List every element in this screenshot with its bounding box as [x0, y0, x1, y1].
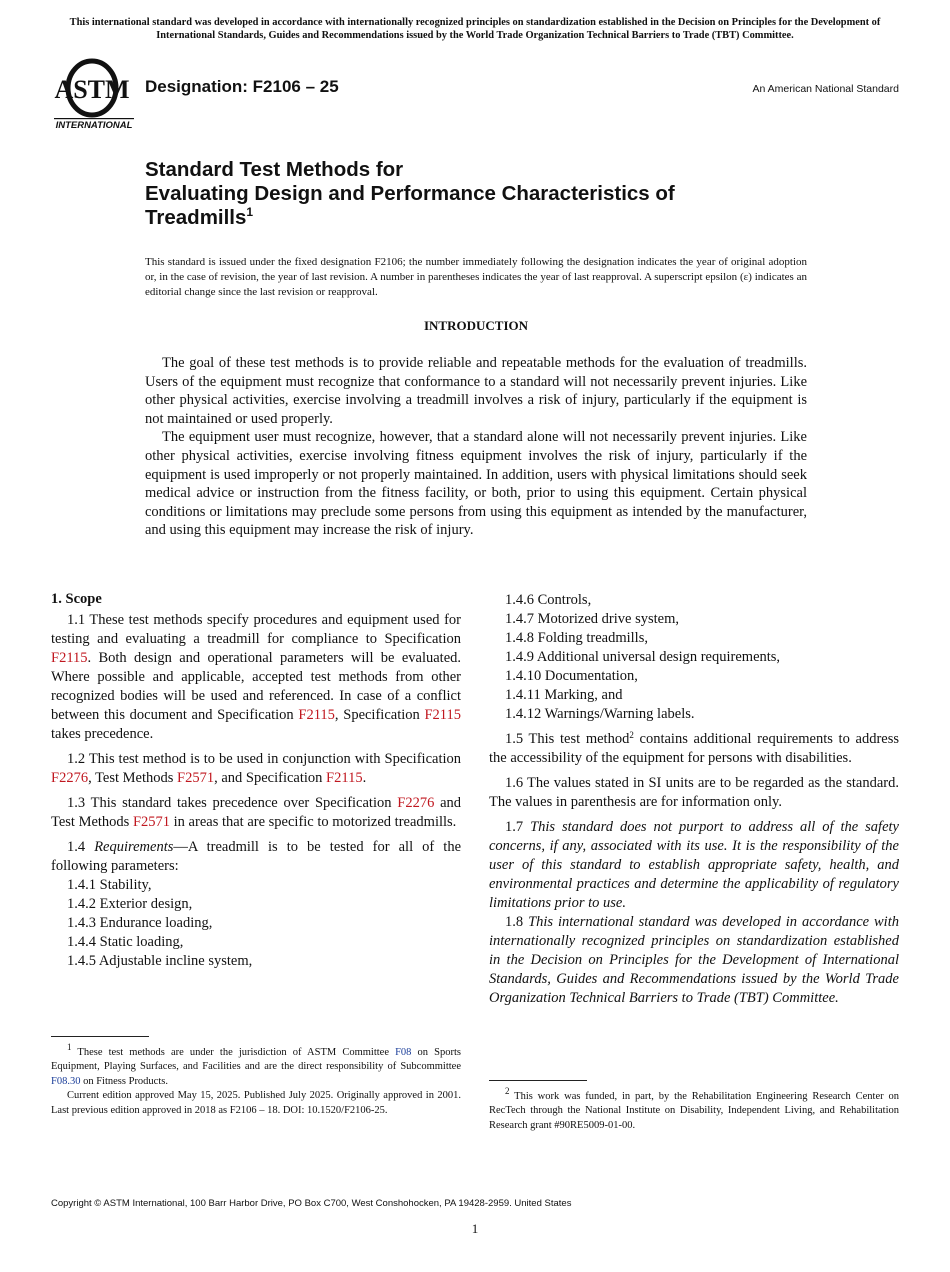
- paragraph-1-1: 1.1 These test methods specify procedures and equipment used for testing and evaluating a treadmill for compliance to Specification F2115. Both design and operational parameters will be evaluated. Where possible and applicable, accepted test methods from other recognized bodies will be used and referenced. In case of a conflict between this document and Specification F2115, Specification F2115 takes precedence.: [51, 612, 461, 742]
- list-item: 1.4.1 Stability,: [67, 877, 152, 893]
- footnote-2: $^2$ This work was funded, in part, by the Rehabilitation Engineering Research Center on RecTech through the National Institute on Disability, Independent Living, and Rehabilitation Research grant #90RE5009-01-00.: [489, 1086, 899, 1131]
- paragraph-1-8: 1.8 This international standard was developed in accordance with internationally recognized principles on standardization established in the Decision on Principles for the Development of International Standards, Guides and Recommendations issued by the World Trade Organization Technical Barriers to Trade (TBT) Committee.: [489, 914, 899, 1006]
- spec-link[interactable]: F2115: [298, 707, 335, 723]
- logo-subtext: INTERNATIONAL: [55, 120, 133, 131]
- page-title: [145, 158, 845, 230]
- paragraph-1-7: 1.7 This standard does not purport to address all of the safety concerns, if any, associated with its use. It is the responsibility of the user of this standard to establish appropriate safety, health, and environmental practices and determine the applicability of regulatory limitations prior to use.: [489, 819, 899, 911]
- left-column: [51, 590, 461, 971]
- issued-note: This standard is issued under the fixed designation F2106; the number immediately following the designation indicates the year of original adoption or, in the case of revision, the year of last revision. A number in parentheses indicates the year of last reapproval. A superscript epsilon (ε) indicates an editorial change since the last revision or reapproval.: [145, 256, 807, 299]
- list-item: 1.4.12 Warnings/Warning labels.: [505, 706, 695, 722]
- edition-note: Current edition approved May 15, 2025. Published July 2025. Originally approved in 2001. Last previous edition approved in 2018 as F2106 – 18. DOI: 10.1520/F2106-25.: [51, 1090, 461, 1116]
- paragraph-1-3: 1.3 This standard takes precedence over Specification F2276 and Test Methods F2571 in areas that are specific to motorized treadmills.: [51, 795, 462, 830]
- spec-link[interactable]: F2115: [326, 770, 363, 786]
- title-footnote-mark: 1: [246, 205, 254, 219]
- logo-text: ASTM: [54, 75, 130, 104]
- list-item: 1.4.10 Documentation,: [505, 668, 638, 684]
- introduction-heading: INTRODUCTION: [423, 318, 528, 333]
- spec-link[interactable]: F2115: [424, 707, 461, 723]
- list-item: 1.4.7 Motorized drive system,: [505, 611, 679, 627]
- list-item: 1.4.2 Exterior design,: [67, 896, 193, 912]
- subcommittee-link[interactable]: F08.30: [51, 1075, 81, 1087]
- page-number: 1: [471, 1221, 479, 1236]
- list-item: 1.4.11 Marking, and: [505, 687, 623, 703]
- introduction-paragraph: The equipment user must recognize, however, that a standard alone will not necessarily prevent injuries. Like other physical activities, exercise involving fitness equipment involves the risk of injury, particularly if the equipment is used improperly or not properly maintained. In addition, users with physical limitations should seek medical advice or instruction from the fitness facility, or both, prior to using this equipment. Certain physical conditions or limitations may preclude some persons from using this equipment as intended by the manufacturer, and using this equipment may increase the risk of injury.: [145, 429, 807, 539]
- list-item: 1.4.4 Static loading,: [67, 934, 184, 950]
- list-item: 1.4.6 Controls,: [505, 592, 592, 608]
- footnote-divider: [51, 1036, 149, 1037]
- spec-link[interactable]: F2115: [51, 650, 88, 666]
- spec-link[interactable]: F2276: [51, 770, 89, 786]
- copyright: Copyright © ASTM International, 100 Barr Harbor Drive, PO Box C700, West Conshohocken, PA 19428-2959. United States: [51, 1198, 572, 1209]
- national-standard-label: An American National Standard: [752, 83, 899, 95]
- introduction-paragraph: The goal of these test methods is to provide reliable and repeatable methods for the evaluation of treadmills. Users of the equipment must recognize that conformance to a standard will not necessarily prevent injuries. Like other physical activities, exercise involving a treadmill involves a risk of injury, particularly if the equipment is not maintained or used properly.: [145, 355, 807, 427]
- paragraph-1-2: 1.2 This test method is to be used in conjunction with Specification F2276, Test Methods F2571, and Specification F2115.: [51, 751, 461, 786]
- designation: Designation: F2106 – 25: [145, 77, 339, 96]
- paragraph-1-6: 1.6 The values stated in SI units are to be regarded as the standard. The values in parenthesis are for information only.: [489, 775, 899, 810]
- astm-logo: [52, 56, 136, 132]
- paragraph-1-5: 1.5 This test method$^2$ contains additional requirements to address the accessibility of the equipment for persons with disabilities.: [489, 730, 900, 766]
- list-item: 1.4.9 Additional universal design requirements,: [505, 649, 781, 665]
- list-item: 1.4.5 Adjustable incline system,: [67, 953, 253, 969]
- list-item: 1.4.8 Folding treadmills,: [505, 630, 648, 646]
- spec-link[interactable]: F2571: [177, 770, 215, 786]
- paragraph-1-4: 1.4 Requirements—A treadmill is to be tested for all of the following parameters:: [51, 839, 462, 874]
- footnote-1: $^1$ These test methods are under the jurisdiction of ASTM Committee F08 on Sports Equipment, Playing Surfaces, and Facilities and are the direct responsibility of Subcommittee F08.30 on Fitness Products. Current edition approved May 15, 2025. Published July 2025. Originally approved in 2001. Last previous edition approved in 2018 as F2106 – 18. DOI: 10.1520/F2106-25.: [51, 1046, 461, 1118]
- top-notice: This international standard was developed in accordance with internationally recognized principles on standardization established in the Decision on Principles for the Development of International Standards, Guides and Recommendations issued by the World Trade Organization Technical Barriers to Trade (TBT) Committee.: [69, 17, 881, 41]
- title-line-3: Treadmills: [145, 206, 247, 229]
- spec-link[interactable]: F2276: [397, 795, 435, 811]
- list-item: 1.4.3 Endurance loading,: [67, 915, 213, 931]
- right-column: [489, 591, 899, 1008]
- title-line-1: Standard Test Methods for: [145, 158, 404, 181]
- introduction: [145, 354, 807, 540]
- title-line-2: Evaluating Design and Performance Characteristics of: [145, 182, 675, 205]
- spec-link[interactable]: F2571: [132, 814, 171, 830]
- footnote-divider: [489, 1080, 587, 1081]
- footnote-mark: 2: [629, 730, 634, 740]
- section-heading-scope: 1. Scope: [51, 591, 102, 607]
- committee-link[interactable]: F08: [395, 1047, 412, 1058]
